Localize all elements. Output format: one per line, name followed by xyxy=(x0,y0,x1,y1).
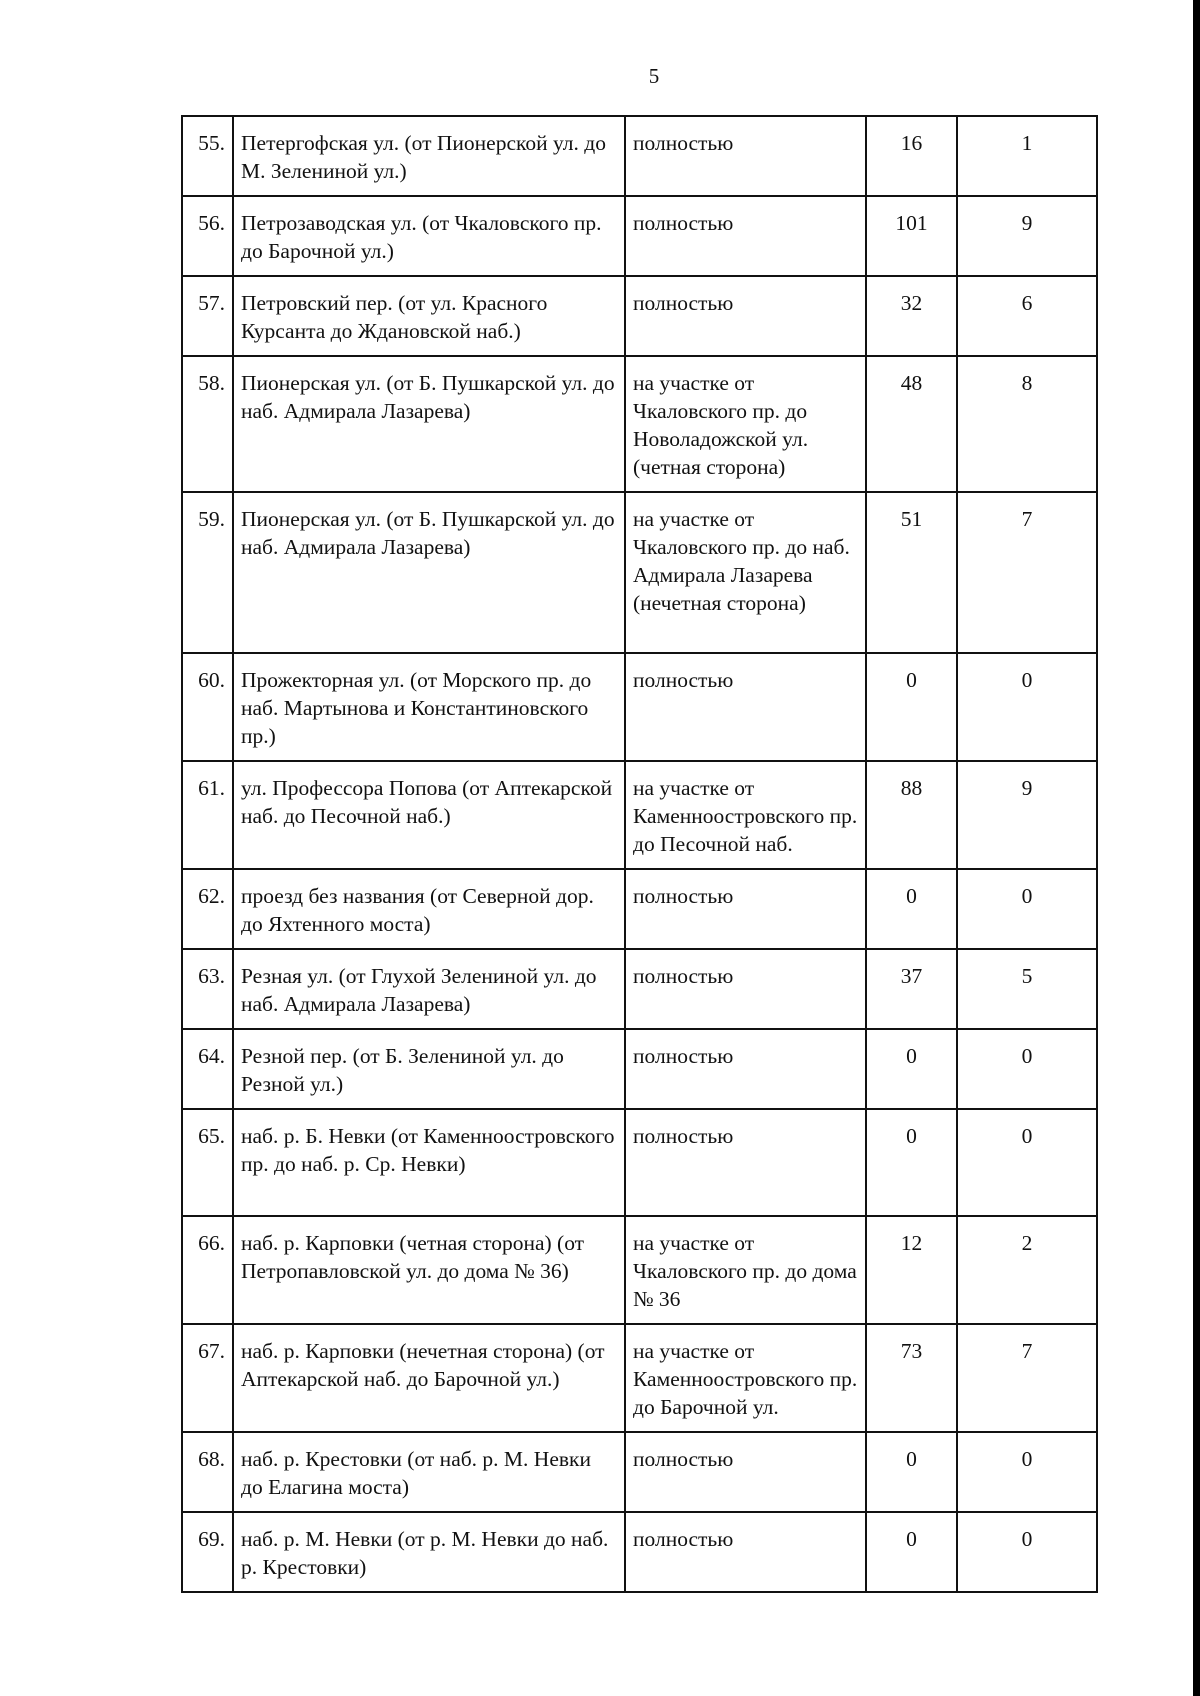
table-row xyxy=(182,492,1097,653)
table-row xyxy=(182,116,1097,196)
value-2: 5 xyxy=(957,949,1097,1029)
value-2: 9 xyxy=(957,761,1097,869)
table-row xyxy=(182,761,1097,869)
section-scope: на участке от Чкаловского пр. до Новоладожской ул. (четная сторона) xyxy=(625,356,866,492)
section-scope: полностью xyxy=(625,1512,866,1592)
value-1: 16 xyxy=(866,116,957,196)
row-number: 65. xyxy=(182,1109,233,1216)
row-number: 63. xyxy=(182,949,233,1029)
street-name: наб. р. Карповки (нечетная сторона) (от Аптекарской наб. до Барочной ул.) xyxy=(233,1324,625,1432)
street-name: Резной пер. (от Б. Зелениной ул. до Резной ул.) xyxy=(233,1029,625,1109)
street-name: Прожекторная ул. (от Морского пр. до наб. Мартынова и Константиновского пр.) xyxy=(233,653,625,761)
page-number: 5 xyxy=(648,64,660,88)
row-number: 62. xyxy=(182,869,233,949)
street-name: Пионерская ул. (от Б. Пушкарской ул. до наб. Адмирала Лазарева) xyxy=(233,356,625,492)
street-name: Петергофская ул. (от Пионерской ул. до М. Зелениной ул.) xyxy=(233,116,625,196)
value-1: 0 xyxy=(866,1029,957,1109)
section-scope: на участке от Чкаловского пр. до дома № 36 xyxy=(625,1216,866,1324)
row-number: 66. xyxy=(182,1216,233,1324)
section-scope: полностью xyxy=(625,1109,866,1216)
value-2: 0 xyxy=(957,869,1097,949)
section-scope: на участке от Чкаловского пр. до наб. Адмирала Лазарева (нечетная сторона) xyxy=(625,492,866,653)
table-row xyxy=(182,1324,1097,1432)
value-1: 48 xyxy=(866,356,957,492)
table-row xyxy=(182,653,1097,761)
value-2: 0 xyxy=(957,1432,1097,1512)
section-scope: полностью xyxy=(625,653,866,761)
street-name: наб. р. М. Невки (от р. М. Невки до наб. р. Крестовки) xyxy=(233,1512,625,1592)
row-number: 64. xyxy=(182,1029,233,1109)
street-name: наб. р. Крестовки (от наб. р. М. Невки до Елагина моста) xyxy=(233,1432,625,1512)
table-row xyxy=(182,949,1097,1029)
table-row xyxy=(182,356,1097,492)
table-row xyxy=(182,1432,1097,1512)
table-row xyxy=(182,196,1097,276)
section-scope: полностью xyxy=(625,276,866,356)
row-number: 60. xyxy=(182,653,233,761)
value-1: 32 xyxy=(866,276,957,356)
value-2: 8 xyxy=(957,356,1097,492)
row-number: 67. xyxy=(182,1324,233,1432)
value-2: 9 xyxy=(957,196,1097,276)
table-row xyxy=(182,1512,1097,1592)
table-row xyxy=(182,869,1097,949)
roads-table xyxy=(181,115,1098,1593)
value-2: 1 xyxy=(957,116,1097,196)
value-2: 0 xyxy=(957,653,1097,761)
row-number: 68. xyxy=(182,1432,233,1512)
value-1: 0 xyxy=(866,1432,957,1512)
value-1: 51 xyxy=(866,492,957,653)
value-2: 7 xyxy=(957,1324,1097,1432)
value-1: 37 xyxy=(866,949,957,1029)
table-row xyxy=(182,1216,1097,1324)
value-1: 73 xyxy=(866,1324,957,1432)
street-name: ул. Профессора Попова (от Аптекарской наб. до Песочной наб.) xyxy=(233,761,625,869)
section-scope: на участке от Каменноостровского пр. до Песочной наб. xyxy=(625,761,866,869)
value-1: 88 xyxy=(866,761,957,869)
value-1: 12 xyxy=(866,1216,957,1324)
section-scope: полностью xyxy=(625,949,866,1029)
value-2: 0 xyxy=(957,1512,1097,1592)
value-1: 0 xyxy=(866,1512,957,1592)
row-number: 59. xyxy=(182,492,233,653)
section-scope: полностью xyxy=(625,869,866,949)
value-1: 0 xyxy=(866,653,957,761)
section-scope: полностью xyxy=(625,1432,866,1512)
value-2: 2 xyxy=(957,1216,1097,1324)
table-row xyxy=(182,1109,1097,1216)
value-2: 0 xyxy=(957,1029,1097,1109)
row-number: 61. xyxy=(182,761,233,869)
row-number: 69. xyxy=(182,1512,233,1592)
section-scope: полностью xyxy=(625,116,866,196)
row-number: 58. xyxy=(182,356,233,492)
row-number: 56. xyxy=(182,196,233,276)
scan-edge xyxy=(1193,0,1200,1696)
street-name: Пионерская ул. (от Б. Пушкарской ул. до наб. Адмирала Лазарева) xyxy=(233,492,625,653)
street-name: проезд без названия (от Северной дор. до Яхтенного моста) xyxy=(233,869,625,949)
value-1: 0 xyxy=(866,869,957,949)
street-name: Резная ул. (от Глухой Зелениной ул. до наб. Адмирала Лазарева) xyxy=(233,949,625,1029)
street-name: Петровский пер. (от ул. Красного Курсанта до Ждановской наб.) xyxy=(233,276,625,356)
section-scope: на участке от Каменноостровского пр. до Барочной ул. xyxy=(625,1324,866,1432)
table-row xyxy=(182,276,1097,356)
table-row xyxy=(182,1029,1097,1109)
value-1: 101 xyxy=(866,196,957,276)
value-2: 7 xyxy=(957,492,1097,653)
street-name: Петрозаводская ул. (от Чкаловского пр. до Барочной ул.) xyxy=(233,196,625,276)
value-2: 6 xyxy=(957,276,1097,356)
section-scope: полностью xyxy=(625,196,866,276)
row-number: 57. xyxy=(182,276,233,356)
street-name: наб. р. Карповки (четная сторона) (от Петропавловской ул. до дома № 36) xyxy=(233,1216,625,1324)
value-1: 0 xyxy=(866,1109,957,1216)
row-number: 55. xyxy=(182,116,233,196)
value-2: 0 xyxy=(957,1109,1097,1216)
street-name: наб. р. Б. Невки (от Каменноостровского пр. до наб. р. Ср. Невки) xyxy=(233,1109,625,1216)
section-scope: полностью xyxy=(625,1029,866,1109)
